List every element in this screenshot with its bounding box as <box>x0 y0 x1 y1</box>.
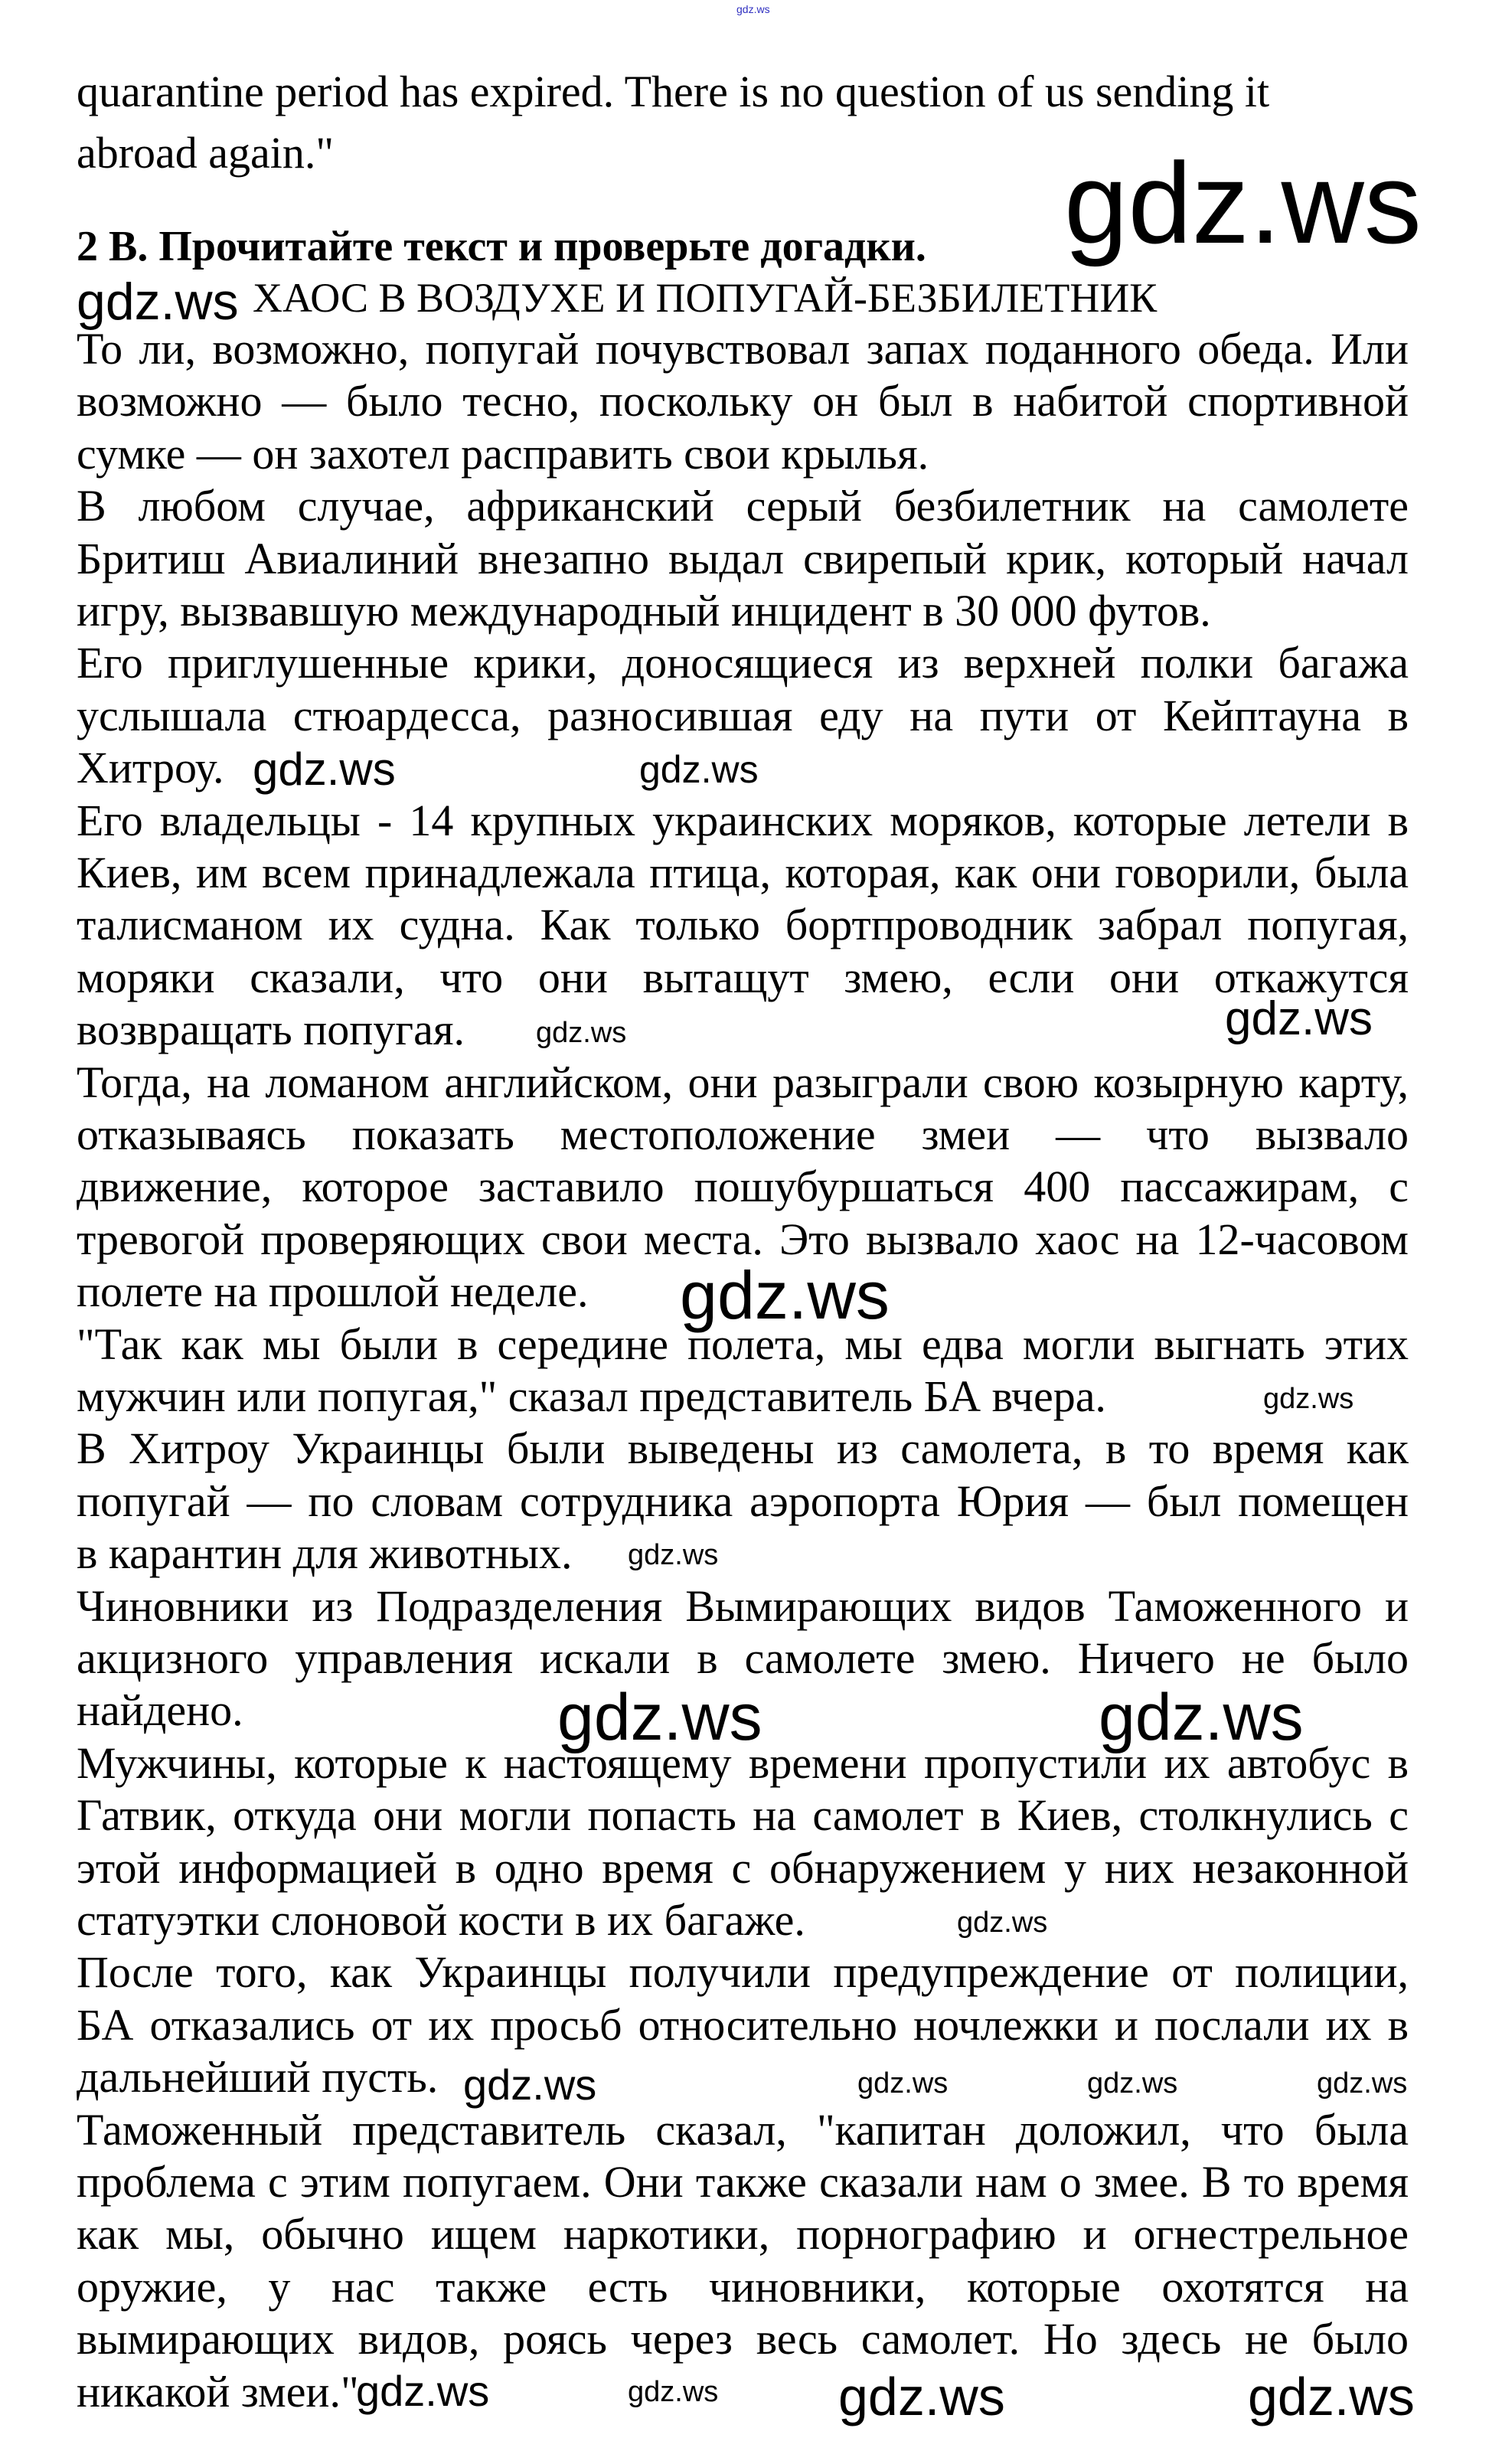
body-line: тревогой проверяющих свои места. Это вызвало хаос на 12-часовом <box>77 1214 1409 1264</box>
body-line: сумке — он захотел расправить свои крылья. <box>77 428 929 479</box>
body-line: Мужчины, которые к настоящему времени пропустили их автобус в <box>77 1737 1409 1788</box>
body-line: игру, вызвавшую международный инцидент в 30 000 футов. <box>77 586 1211 636</box>
watermark: gdz.ws <box>957 1907 1048 1939</box>
body-line: мужчин или попугая," сказал представитель БА вчера. <box>77 1371 1106 1421</box>
body-line: моряки сказали, что они вытащут змею, если они откажутся <box>77 952 1409 1002</box>
body-line: талисманом их судна. Как только бортпроводник забрал попугая, <box>77 900 1409 950</box>
body-line: дальнейший пусть. <box>77 2052 439 2103</box>
body-line: Хитроу. <box>77 743 224 793</box>
body-line: проблема с этим попугаем. Они также сказали нам о змее. В то время <box>77 2157 1409 2207</box>
body-line: никакой змеи." <box>77 2366 359 2417</box>
body-line: Его владельцы - 14 крупных украинских моряков, которые летели в <box>77 795 1409 845</box>
body-line: как мы, обычно ищем наркотики, порнографию и огнестрельное <box>77 2209 1409 2260</box>
watermark: gdz.ws <box>1099 1681 1304 1754</box>
watermark: gdz.ws <box>639 748 759 791</box>
body-line: в карантин для животных. <box>77 1528 573 1579</box>
body-line: движение, которое заставило пошубуршаться 400 пассажирам, с <box>77 1162 1409 1212</box>
body-line: То ли, возможно, попугай почувствовал запах поданного обеда. Или <box>77 324 1409 374</box>
watermark: gdz.ws <box>628 2376 719 2408</box>
watermark: gdz.ws <box>838 2367 1005 2426</box>
body-line: Чиновники из Подразделения Вымирающих видов Таможенного и <box>77 1580 1409 1631</box>
body-line: "Так как мы были в середине полета, мы едва могли выгнать этих <box>77 1319 1409 1369</box>
watermark: gdz.ws <box>557 1681 762 1754</box>
watermark: gdz.ws <box>1087 2067 1178 2100</box>
watermark: gdz.ws <box>253 743 396 795</box>
body-line: Таможенный представитель сказал, "капитан доложил, что была <box>77 2104 1409 2155</box>
body-line: возвращать попугая. <box>77 1005 465 1055</box>
watermark: gdz.ws <box>857 2067 949 2100</box>
body-line: полете на прошлой неделе. <box>77 1266 589 1317</box>
watermark: gdz.ws <box>1263 1383 1354 1415</box>
body-line: После того, как Украинцы получили предупреждение от полиции, <box>77 1947 1409 1998</box>
body-line: этой информацией в одно время с обнаружением у них незаконной <box>77 1842 1409 1893</box>
watermark: gdz.ws <box>1064 139 1422 267</box>
watermark: gdz.ws <box>77 273 239 331</box>
body-line: акцизного управления искали в самолете змею. Ничего не было <box>77 1633 1409 1683</box>
body-line: Гатвик, откуда они могли попасть на самолет в Киев, столкнулись с <box>77 1790 1409 1841</box>
watermark: gdz.ws <box>1225 992 1373 1045</box>
watermark: gdz.ws <box>680 1257 890 1333</box>
watermark: gdz.ws <box>356 2367 490 2415</box>
body-line: В Хитроу Украинцы были выведены из самолета, в то время как <box>77 1423 1409 1474</box>
intro-line: abroad again." <box>77 128 335 178</box>
body-line: оружие, у нас также есть чиновники, которые охотятся на <box>77 2261 1409 2312</box>
watermark: gdz.ws <box>628 1539 719 1571</box>
body-line: вымирающих видов, роясь через весь самолет. Но здесь не было <box>77 2314 1409 2364</box>
body-line: Тогда, на ломаном английском, они разыграли свою козырную карту, <box>77 1057 1409 1107</box>
body-line: БА отказались от их просьб относительно ночлежки и послали их в <box>77 1999 1409 2050</box>
body-line: статуэтки слоновой кости в их багаже. <box>77 1895 805 1945</box>
body-line: попугай — по словам сотрудника аэропорта Юрия — был помещен <box>77 1475 1409 1526</box>
body-line: отказываясь показать местоположение змеи — что вызвало <box>77 1109 1409 1159</box>
watermark: gdz.ws <box>463 2060 597 2109</box>
body-line: Бритиш Авиалиний внезапно выдал свирепый крик, который начал <box>77 533 1409 583</box>
watermark: gdz.ws <box>536 1017 627 1049</box>
body-line: Киев, им всем принадлежала птица, которая, как они говорили, была <box>77 848 1409 897</box>
body-line: В любом случае, африканский серый безбилетник на самолете <box>77 481 1409 531</box>
body-line: возможно — было тесно, поскольку он был в набитой спортивной <box>77 376 1409 426</box>
top-watermark: gdz.ws <box>736 3 770 15</box>
body-line: Его приглушенные крики, доносящиеся из верхней полки багажа <box>77 638 1409 688</box>
intro-line: quarantine period has expired. There is no question of us sending it <box>77 67 1270 116</box>
body-line: найдено. <box>77 1685 243 1736</box>
body-line: услышала стюардесса, разносившая еду на пути от Кейптауна в <box>77 690 1409 740</box>
watermark: gdz.ws <box>1317 2067 1408 2100</box>
article-title: ХАОС В ВОЗДУХЕ И ПОПУГАЙ-БЕЗБИЛЕТНИК <box>253 275 1158 321</box>
watermark: gdz.ws <box>1248 2367 1415 2426</box>
exercise-heading: 2 В. Прочитайте текст и проверьте догадки. <box>77 223 926 270</box>
